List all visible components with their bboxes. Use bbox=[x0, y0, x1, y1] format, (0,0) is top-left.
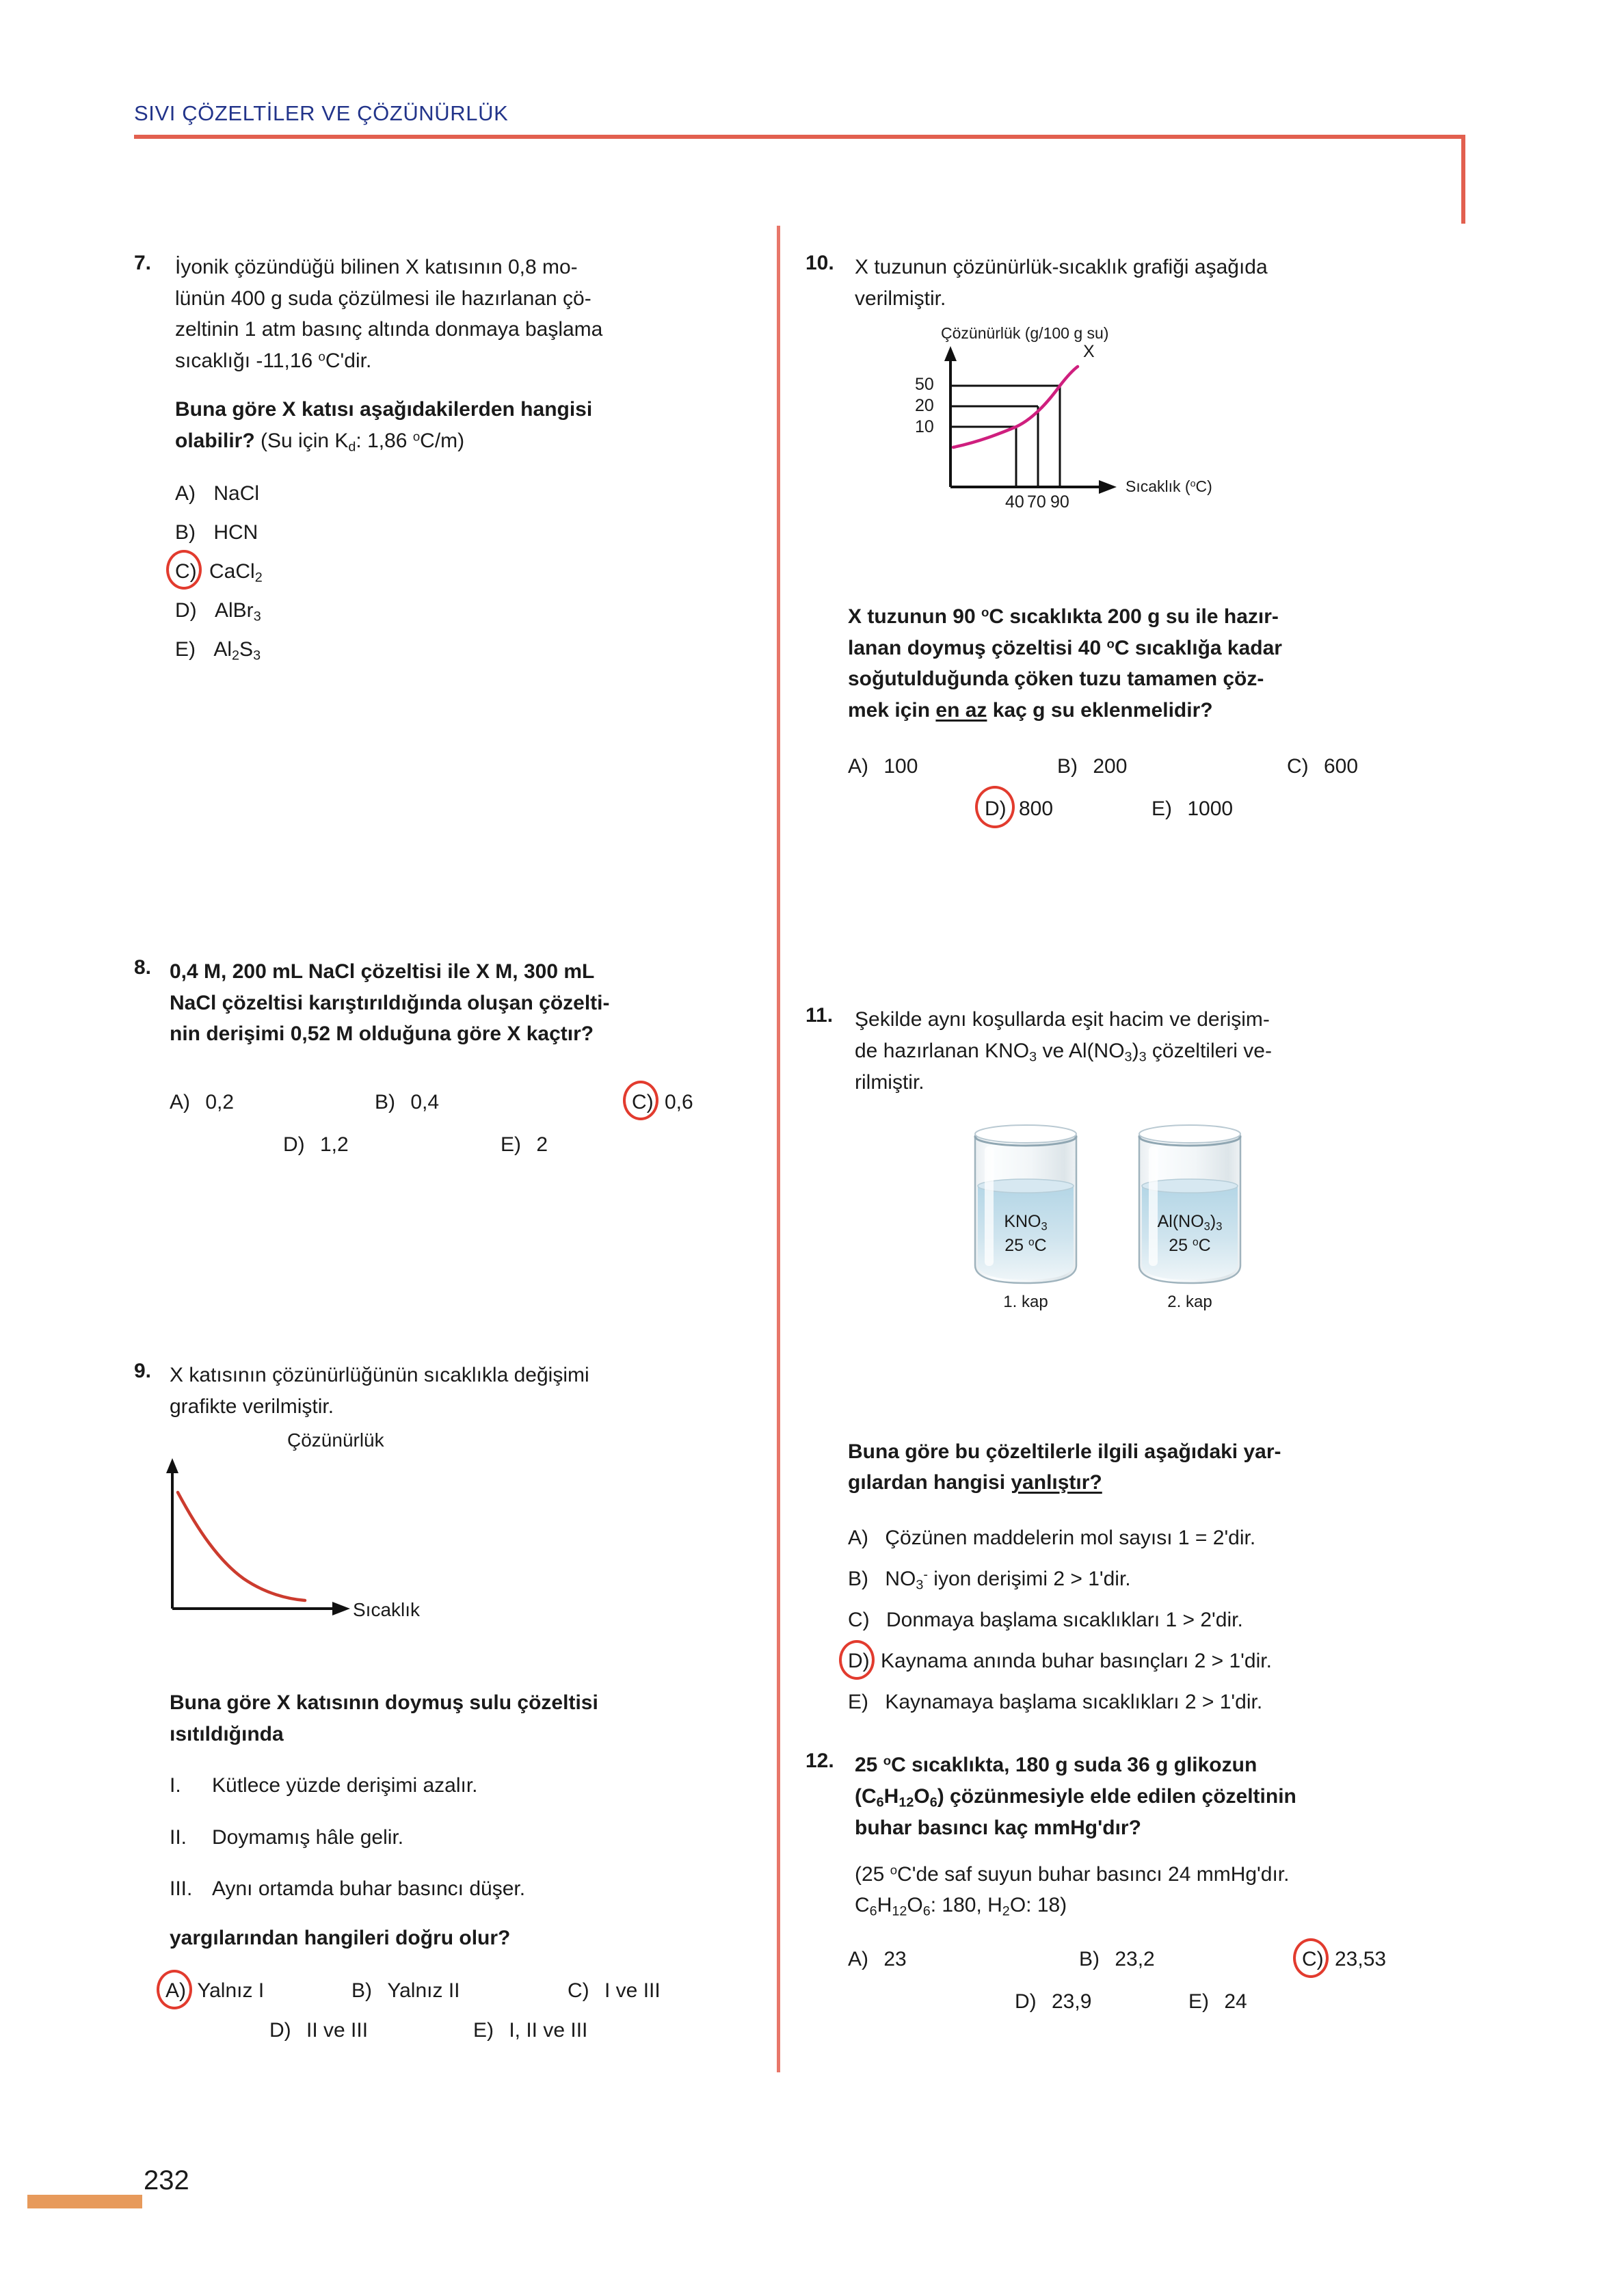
question-8-number: 8. bbox=[134, 956, 152, 979]
q8-option-E-text: 2 bbox=[536, 1133, 548, 1156]
page-header-title: SIVI ÇÖZELTİLER VE ÇÖZÜNÜRLÜK bbox=[134, 101, 509, 125]
q8-option-E-letter: E) bbox=[501, 1133, 521, 1156]
q12-option-A[interactable] bbox=[848, 1940, 907, 1979]
q9-option-B-text: Yalnız II bbox=[387, 1979, 460, 2003]
q7-stem-line-3: zeltinin 1 atm basınç altında donmaya başlama bbox=[175, 318, 603, 341]
q12-option-C[interactable] bbox=[1302, 1940, 1386, 1979]
q9-option-D-letter: D) bbox=[269, 2019, 291, 2042]
q7-option-C[interactable] bbox=[175, 552, 749, 591]
q12-option-C-text: 23,53 bbox=[1335, 1948, 1387, 1970]
q11-bold-line-1: Buna göre bu çözeltilerle ilgili aşağıdaki yar- bbox=[848, 1440, 1281, 1463]
q7-option-C-letter: C) bbox=[175, 552, 197, 591]
q8-option-D-letter: D) bbox=[283, 1133, 305, 1156]
question-9-options bbox=[165, 1971, 749, 2053]
question-8-options bbox=[170, 1083, 749, 1165]
q11-option-C[interactable] bbox=[848, 1600, 1441, 1641]
question-12-stem bbox=[855, 1750, 1441, 1844]
q9-x-axis-label: Sıcaklık bbox=[353, 1599, 421, 1620]
q10-ytick-20: 20 bbox=[915, 396, 934, 415]
q10-option-D-text: 800 bbox=[1019, 797, 1054, 820]
question-12-options bbox=[848, 1940, 1441, 2022]
q8-option-D[interactable] bbox=[283, 1125, 349, 1164]
question-8 bbox=[134, 956, 749, 1165]
q9-stem-line-1: X katısının çözünürlüğünün sıcaklıkla değişimi bbox=[170, 1364, 589, 1386]
q7-stem-line-4: sıcaklığı -11,16 $^o$C'dir. bbox=[175, 349, 372, 372]
q8-option-A[interactable] bbox=[170, 1083, 234, 1122]
q7-option-A-letter: A) bbox=[175, 481, 196, 505]
question-10 bbox=[806, 252, 1441, 829]
q10-bold-line-2: lanan doymuş çözeltisi 40 $^o$C sıcaklığa kadar bbox=[848, 636, 1282, 659]
q8-option-C-text: 0,6 bbox=[665, 1090, 693, 1113]
q11-option-D-text: Kaynama anında buhar basınçları 2 > 1'dir. bbox=[881, 1649, 1272, 1672]
q9-option-B-letter: B) bbox=[351, 1979, 372, 2003]
q11-stem-line-1: Şekilde aynı koşullarda eşit hacim ve derişim- bbox=[855, 1008, 1270, 1031]
q12-option-E-letter: E) bbox=[1188, 1990, 1209, 2013]
q12-option-D[interactable] bbox=[1015, 1982, 1091, 2021]
q9-option-A-text: Yalnız I bbox=[197, 1979, 265, 2003]
q10-option-B-text: 200 bbox=[1093, 754, 1128, 778]
q10-stem-line-1: X tuzunun çözünürlük-sıcaklık grafiği aşağıda bbox=[855, 256, 1268, 278]
q9-roman-II-num: II. bbox=[170, 1825, 187, 1849]
q11-option-C-text: Donmaya başlama sıcaklıkları 1 > 2'dir. bbox=[886, 1608, 1243, 1631]
q11-option-B-text: $NO_3^-$ iyon derişimi 2 > 1'dir. bbox=[885, 1567, 1131, 1593]
question-11-stem bbox=[855, 1004, 1441, 1098]
q10-option-B-letter: B) bbox=[1057, 754, 1078, 778]
q8-option-E[interactable] bbox=[501, 1125, 548, 1164]
beaker-2-label: $Al(NO_3)_3$ 25 $^o$C bbox=[1157, 1212, 1223, 1256]
q8-option-A-letter: A) bbox=[170, 1090, 190, 1113]
q10-stem-line-2: verilmiştir. bbox=[855, 287, 946, 310]
question-7 bbox=[134, 252, 749, 669]
beaker-1-label: $KNO_3$ 25 $^o$C bbox=[1004, 1212, 1048, 1256]
q7-option-E-letter: E) bbox=[175, 637, 196, 661]
question-12 bbox=[806, 1750, 1441, 2022]
q9-option-E[interactable] bbox=[473, 2011, 587, 2050]
beaker-1-svg bbox=[957, 1120, 1094, 1291]
q10-option-C-text: 600 bbox=[1324, 754, 1359, 778]
q7-option-A-text: NaCl bbox=[213, 481, 260, 505]
q9-roman-II bbox=[170, 1819, 749, 1856]
question-7-bold-stem bbox=[175, 394, 749, 457]
q9-roman-II-text: Doymamış hâle gelir. bbox=[212, 1825, 404, 1849]
q8-option-A-text: 0,2 bbox=[205, 1090, 235, 1113]
q11-option-D[interactable] bbox=[848, 1641, 1441, 1682]
q9-option-E-letter: E) bbox=[473, 2019, 494, 2042]
q10-ytick-50: 50 bbox=[915, 375, 934, 394]
beaker-1-caption: 1. kap bbox=[1003, 1293, 1048, 1311]
q10-bold-line-1: X tuzunun 90 $^o$C sıcaklıkta 200 g su ile hazır- bbox=[848, 605, 1279, 629]
q10-option-A-letter: A) bbox=[848, 754, 868, 778]
q9-option-B[interactable] bbox=[351, 1971, 460, 2010]
q12-stem-line-2: $(C_6H_{12}O_6)$ çözünmesiyle elde edilen çözeltinin bbox=[855, 1784, 1296, 1810]
q7-bold-line-2: olabilir? (Su için $K_d$: 1,86 $^o$C/m) bbox=[175, 429, 465, 455]
q7-option-A[interactable] bbox=[175, 474, 749, 513]
q9-y-axis-label: Çözünürlük bbox=[287, 1429, 384, 1451]
q9-option-D[interactable] bbox=[269, 2011, 368, 2050]
q10-option-E-text: 1000 bbox=[1187, 797, 1234, 820]
q12-option-C-letter: C) bbox=[1302, 1940, 1324, 1979]
q9-roman-III-text: Aynı ortamda buhar basıncı düşer. bbox=[212, 1877, 526, 1901]
q7-option-E[interactable] bbox=[175, 630, 749, 669]
q9-roman-I-text: Kütlece yüzde derişimi azalır. bbox=[212, 1774, 478, 1797]
q11-stem-line-3: rilmiştir. bbox=[855, 1071, 924, 1094]
question-9-bold-stem bbox=[170, 1687, 749, 1750]
question-9 bbox=[134, 1360, 749, 2053]
q7-bold-line-1: Buna göre X katısı aşağıdakilerden hangisi bbox=[175, 398, 593, 421]
q11-option-A-text: Çözünen maddelerin mol sayısı 1 = 2'dir. bbox=[885, 1526, 1256, 1549]
q8-option-B[interactable] bbox=[375, 1083, 439, 1122]
column-divider bbox=[777, 226, 780, 2072]
q9-option-D-text: II ve III bbox=[306, 2019, 369, 2042]
question-9-stem bbox=[170, 1360, 749, 1422]
q12-option-E-text: 24 bbox=[1224, 1990, 1247, 2013]
q10-option-C-letter: C) bbox=[1287, 754, 1309, 778]
q10-option-D-letter: D) bbox=[985, 789, 1007, 828]
q12-option-E[interactable] bbox=[1188, 1982, 1247, 2021]
question-7-stem bbox=[175, 252, 749, 376]
q8-option-C[interactable] bbox=[632, 1083, 693, 1122]
question-12-number: 12. bbox=[806, 1750, 834, 1772]
q8-option-B-text: 0,4 bbox=[410, 1090, 440, 1113]
q7-option-B[interactable] bbox=[175, 513, 749, 552]
q9-roman-I-num: I. bbox=[170, 1774, 181, 1797]
q12-option-D-text: 23,9 bbox=[1052, 1990, 1092, 2013]
q11-option-E[interactable] bbox=[848, 1682, 1441, 1723]
q10-option-A-text: 100 bbox=[883, 754, 918, 778]
q7-option-B-text: HCN bbox=[213, 520, 258, 544]
q7-option-D-letter: D) bbox=[175, 598, 197, 622]
q7-option-C-text: CaCl$_2$ bbox=[209, 559, 263, 585]
q7-option-B-letter: B) bbox=[175, 520, 196, 544]
q12-option-B[interactable] bbox=[1079, 1940, 1155, 1979]
beaker-1 bbox=[957, 1120, 1094, 1319]
q10-option-D[interactable] bbox=[985, 789, 1053, 828]
question-11-bold-stem bbox=[848, 1436, 1441, 1499]
beaker-2 bbox=[1121, 1120, 1258, 1319]
q9-option-A[interactable] bbox=[165, 1971, 264, 2010]
q8-option-B-letter: B) bbox=[375, 1090, 395, 1113]
q10-curve-label: X bbox=[1083, 342, 1095, 361]
q9-option-A-letter: A) bbox=[165, 1971, 186, 2010]
q9-option-C-letter: C) bbox=[568, 1979, 589, 2003]
question-11-number: 11. bbox=[806, 1004, 834, 1027]
q10-option-C[interactable] bbox=[1287, 747, 1358, 786]
q11-option-E-text: Kaynamaya başlama sıcaklıkları 2 > 1'dir. bbox=[885, 1690, 1263, 1713]
q10-y-axis-label: Çözünürlük (g/100 g su) bbox=[941, 324, 1109, 342]
q8-option-D-text: 1,2 bbox=[320, 1133, 349, 1156]
q10-option-B[interactable] bbox=[1057, 747, 1127, 786]
q12-option-D-letter: D) bbox=[1015, 1990, 1037, 2013]
q11-option-A-letter: A) bbox=[848, 1526, 868, 1549]
q8-stem-line-1: 0,4 M, 200 mL NaCl çözeltisi ile X M, 300 mL bbox=[170, 960, 595, 983]
q9-option-C-text: I ve III bbox=[604, 1979, 661, 2003]
q10-xtick-90: 90 bbox=[1050, 492, 1069, 512]
q11-option-A[interactable] bbox=[848, 1518, 1441, 1559]
q9-bold-line-2: ısıtıldığında bbox=[170, 1722, 284, 1745]
q12-note-line-2: $C_6H_{12}O_6$: 180, $H_2O$: 18) bbox=[855, 1894, 1067, 1919]
q8-option-C-letter: C) bbox=[632, 1083, 654, 1122]
q9-roman-I bbox=[170, 1767, 749, 1804]
question-10-graph bbox=[908, 326, 1332, 531]
q10-option-A[interactable] bbox=[848, 747, 918, 786]
q9-option-E-text: I, II ve III bbox=[509, 2019, 588, 2042]
q12-stem-line-3: buhar basıncı kaç mmHg'dır? bbox=[855, 1817, 1141, 1840]
question-7-number: 7. bbox=[134, 252, 152, 274]
q11-option-D-letter: D) bbox=[848, 1641, 870, 1682]
question-10-number: 10. bbox=[806, 252, 834, 274]
q9-roman-III bbox=[170, 1871, 749, 1907]
question-9-bold-question: yargılarından hangileri doğru olur? bbox=[170, 1926, 511, 1949]
question-7-options bbox=[175, 474, 749, 669]
q8-stem-line-3: nin derişimi 0,52 M olduğuna göre X kaçtır? bbox=[170, 1022, 594, 1046]
question-10-options bbox=[848, 747, 1441, 829]
q11-option-B-letter: B) bbox=[848, 1567, 868, 1590]
q9-bold-line-1: Buna göre X katısının doymuş sulu çözeltisi bbox=[170, 1691, 598, 1715]
q10-graph-svg bbox=[908, 346, 1332, 524]
q10-option-E-letter: E) bbox=[1152, 797, 1172, 820]
q11-bold-line-2: gılardan hangisi yanlıştır? bbox=[848, 1471, 1102, 1494]
q9-option-C[interactable] bbox=[568, 1971, 661, 2010]
q12-option-B-letter: B) bbox=[1079, 1948, 1100, 1970]
footer-accent-bar bbox=[27, 2195, 142, 2208]
q12-option-A-text: 23 bbox=[883, 1948, 907, 1970]
header-rule-corner bbox=[1461, 135, 1465, 224]
question-10-stem bbox=[855, 252, 1441, 314]
q10-xtick-70: 70 bbox=[1027, 492, 1046, 512]
q8-stem-line-2: NaCl çözeltisi karıştırıldığında oluşan çözelti- bbox=[170, 991, 610, 1014]
q7-stem-line-1: İyonik çözündüğü bilinen X katısının 0,8 mo- bbox=[175, 256, 578, 278]
q10-x-axis-label: Sıcaklık ($^o$C) bbox=[1126, 477, 1212, 495]
question-11-options bbox=[848, 1518, 1441, 1723]
q9-stem-line-2: grafikte verilmiştir. bbox=[170, 1395, 334, 1418]
question-9-roman-list bbox=[170, 1767, 749, 1907]
q10-bold-line-4: mek için en az kaç g su eklenmelidir? bbox=[848, 698, 1213, 722]
question-8-stem bbox=[170, 956, 749, 1050]
q12-stem-line-1: 25 $^o$C sıcaklıkta, 180 g suda 36 g glikozun bbox=[855, 1753, 1257, 1776]
question-9-number: 9. bbox=[134, 1360, 152, 1382]
q10-option-E[interactable] bbox=[1152, 789, 1233, 828]
q11-option-C-letter: C) bbox=[848, 1608, 870, 1631]
q10-ytick-10: 10 bbox=[915, 417, 934, 436]
q7-option-D-text: AlBr$_3$ bbox=[215, 598, 261, 624]
q9-graph-svg bbox=[148, 1457, 490, 1648]
question-12-note bbox=[855, 1859, 1470, 1922]
q9-roman-III-num: III. bbox=[170, 1877, 193, 1901]
q10-bold-line-3: soğutulduğunda çöken tuzu tamamen çöz- bbox=[848, 668, 1264, 691]
beaker-2-caption: 2. kap bbox=[1167, 1293, 1212, 1311]
question-10-bold-stem bbox=[848, 601, 1441, 726]
beaker-2-svg bbox=[1121, 1120, 1258, 1291]
q11-option-E-letter: E) bbox=[848, 1690, 868, 1713]
q11-stem-line-2: de hazırlanan $KNO_3$ ve $Al(NO_3)_3$ çözeltileri ve- bbox=[855, 1039, 1272, 1065]
q11-option-B[interactable] bbox=[848, 1559, 1441, 1600]
header-rule bbox=[134, 135, 1465, 139]
q7-option-E-text: $Al_2S_3$ bbox=[213, 637, 261, 663]
q10-xtick-40: 40 bbox=[1005, 492, 1024, 512]
q7-stem-line-2: lünün 400 g suda çözülmesi ile hazırlanan çö- bbox=[175, 287, 591, 310]
question-11 bbox=[806, 1004, 1441, 1723]
q12-option-A-letter: A) bbox=[848, 1948, 868, 1970]
q12-option-B-text: 23,2 bbox=[1115, 1948, 1155, 1970]
page-number: 232 bbox=[144, 2165, 189, 2195]
q12-note-line-1: (25 $^o$C'de saf suyun buhar basıncı 24 mmHg'dır. bbox=[855, 1862, 1290, 1886]
question-9-graph bbox=[148, 1429, 490, 1625]
q7-option-D[interactable] bbox=[175, 591, 749, 630]
